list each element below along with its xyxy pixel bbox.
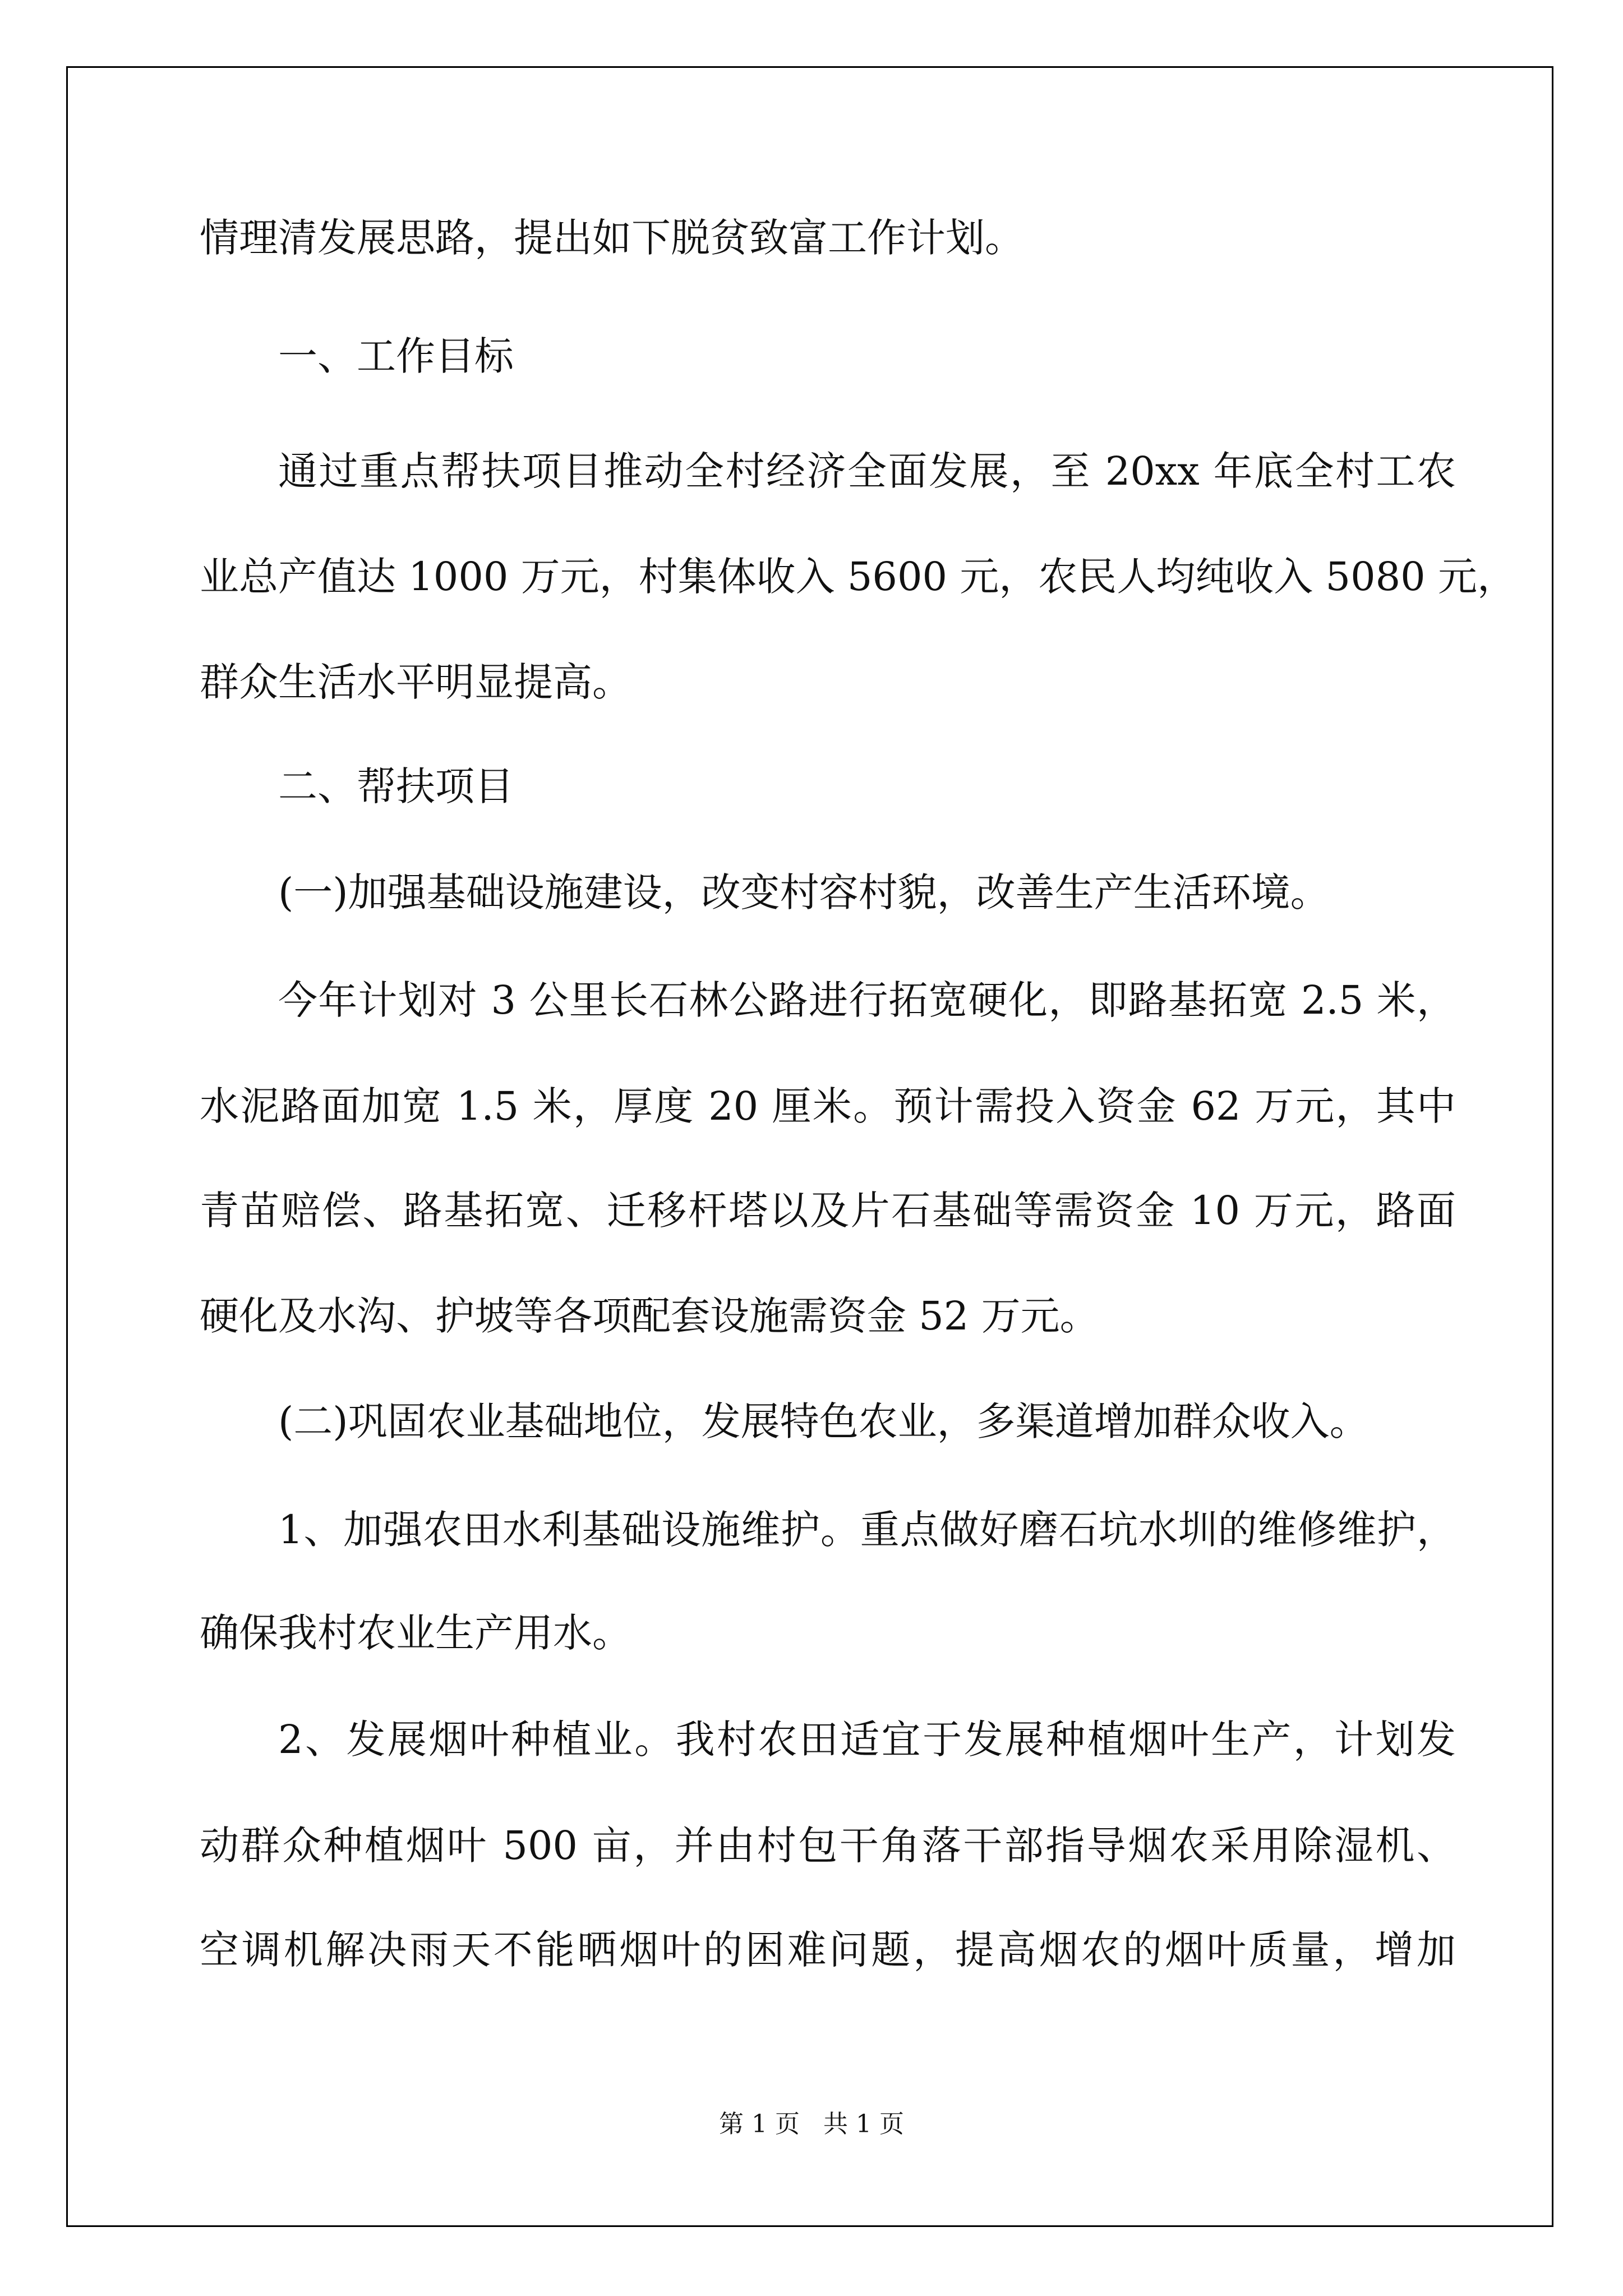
page-border	[66, 66, 1553, 2227]
paragraph-line: 动群众种植烟叶 500 亩，并由村包干角落干部指导烟农采用除湿机、	[200, 1823, 1456, 1869]
paragraph-line: 确保我村农业生产用水。	[200, 1610, 631, 1656]
paragraph-line: 硬化及水沟、护坡等各项配套设施需资金 52 万元。	[200, 1293, 1099, 1339]
text-line-continuation: 情理清发展思路，提出如下脱贫致富工作计划。	[200, 215, 1024, 261]
paragraph-line: 空调机解决雨天不能晒烟叶的困难问题，提高烟农的烟叶质量，增加	[200, 1927, 1456, 1973]
paragraph-line: 青苗赔偿、路基拓宽、迁移杆塔以及片石基础等需资金 10 万元，路面	[200, 1188, 1456, 1234]
subsection-heading-agriculture: (二)巩固农业基础地位，发展特色农业，多渠道增加群众收入。	[278, 1398, 1369, 1444]
paragraph-line: 群众生活水平明显提高。	[200, 659, 631, 705]
section-heading-projects: 二、帮扶项目	[278, 763, 514, 809]
paragraph-line: 水泥路面加宽 1.5 米，厚度 20 厘米。预计需投入资金 62 万元，其中	[200, 1083, 1456, 1129]
paragraph-line: 通过重点帮扶项目推动全村经济全面发展，至 20xx 年底全村工农	[278, 448, 1456, 494]
paragraph-line: 今年计划对 3 公里长石林公路进行拓宽硬化，即路基拓宽 2.5 米，	[278, 977, 1456, 1023]
subsection-heading-infrastructure: (一)加强基础设施建设，改变村容村貌，改善生产生活环境。	[278, 869, 1330, 915]
paragraph-line: 2、发展烟叶种植业。我村农田适宜于发展种植烟叶生产，计划发	[278, 1717, 1456, 1763]
paragraph-line: 业总产值达 1000 万元，村集体收入 5600 元，农民人均纯收入 5080 元，	[200, 554, 1516, 600]
section-heading-goals: 一、工作目标	[278, 333, 514, 379]
page-number-footer: 第 1 页 共 1 页	[719, 2110, 904, 2138]
paragraph-line: 1、加强农田水利基础设施维护。重点做好磨石坑水圳的维修维护，	[278, 1507, 1456, 1553]
